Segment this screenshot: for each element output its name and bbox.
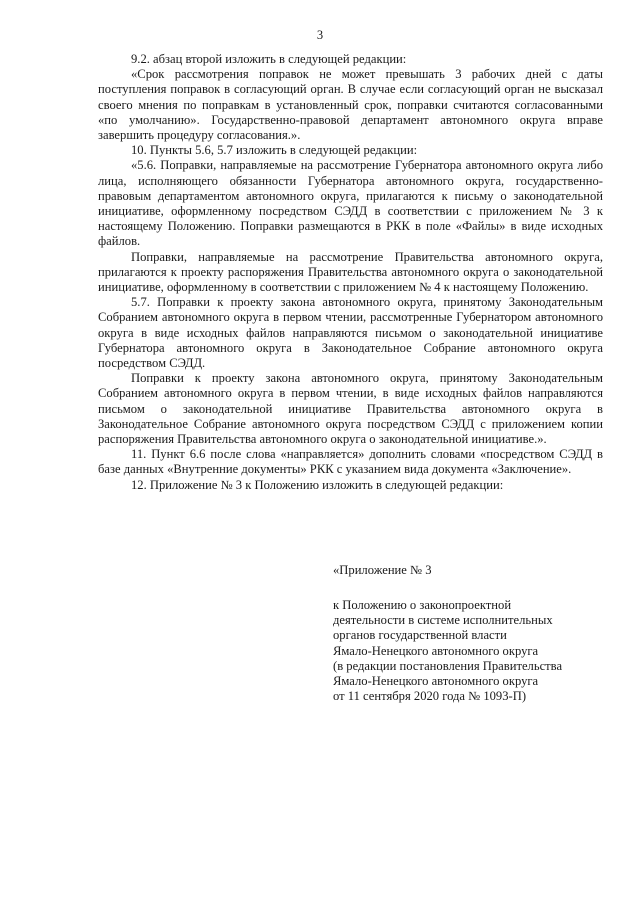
paragraph-5-7: 5.7. Поправки к проекту закона автономного округа, принятому Законодательным Собранием автономного округа в первом чтении, рассмотренные Губернатором автономного округа в виде исходных файлов направляются письмом о законодательной инициативе Губернатора автономного округа в Законодательное Собрание автономного округа посредством СЭДД. (98, 295, 603, 371)
paragraph-9-2: 9.2. абзац второй изложить в следующей редакции: (131, 52, 407, 66)
paragraph-5-6: «5.6. Поправки, направляемые на рассмотрение Губернатора автономного округа либо лица, исполняющего обязанности Губернатора автономного округа, государственно-правовым департаментом автономного округа, прилагаются к письму о законодательной инициативе, оформленному посредством СЭДД в соответствии с приложением № 3 к настоящему Положению. Поправки размещаются в РКК в поле «Файлы» в виде исходных файлов. (98, 158, 603, 249)
paragraph-12: 12. Приложение № 3 к Положению изложить в следующей редакции: (131, 477, 504, 492)
appendix-line: деятельности в системе исполнительных (333, 613, 553, 628)
appendix-title: «Приложение № 3 (333, 563, 432, 577)
appendix-line: Ямало-Ненецкого автономного округа (333, 643, 539, 658)
appendix-line: к Положению о законопроектной (333, 598, 512, 612)
paragraph-10: 10. Пункты 5.6, 5.7 изложить в следующей редакции: (131, 143, 418, 158)
document-body (98, 52, 603, 493)
page-number: 3 (316, 28, 324, 42)
paragraph-government-amendments: Поправки, направляемые на рассмотрение Правительства автономного округа, прилагаются к проекту распоряжения Правительства автономного округа о законодательной инициативе, оформленному в соответствии с приложением № 4 к настоящему Положению. (98, 249, 603, 295)
appendix-line: (в редакции постановления Правительства (333, 658, 563, 673)
paragraph-11: 11. Пункт 6.6 после слова «направляется» дополнить словами «посредством СЭДД в базе данных «Внутренние документы» РКК с указанием вида документа «Заключение». (98, 447, 603, 477)
appendix-line: органов государственной власти (333, 628, 507, 643)
paragraph-amendments-first-reading: Поправки к проекту закона автономного округа, принятому Законодательным Собранием автономного округа в первом чтении, в виде исходных файлов направляются письмом о законодательной инициативе Правительства автономного округа в Законодательное Собрание автономного округа посредством СЭДД с приложением копии распоряжения Правительства автономного округа о законодательной инициативе.». (98, 371, 603, 447)
paragraph-quote-review-period: «Срок рассмотрения поправок не может превышать 3 рабочих дней с даты поступления поправок в согласующий орган. В случае если согласующий орган не высказал своего мнения по поправкам в установленный срок, поправки считаются согласованными «по умолчанию». Государственно-правовой департамент автономного округа вправе завершить процедуру согласования.». (98, 67, 603, 143)
appendix-reference (333, 598, 623, 704)
appendix-line: от 11 сентября 2020 года № 1093-П) (333, 689, 527, 704)
appendix-line: Ямало-Ненецкого автономного округа (333, 674, 539, 689)
